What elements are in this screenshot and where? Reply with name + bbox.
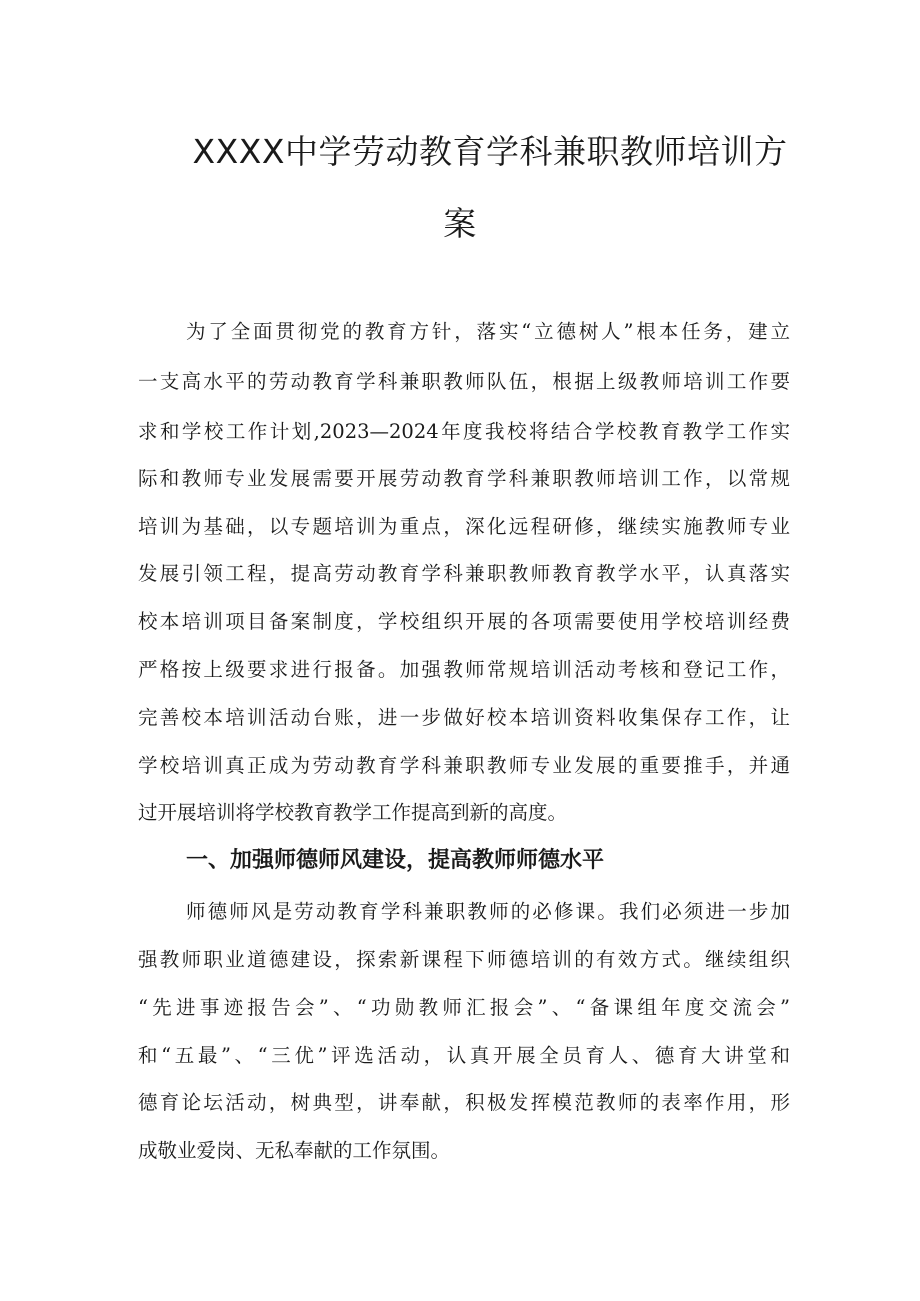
paragraph-line: “先进事迹报告会”、“功勋教师汇报会”、“备课组年度交流会” xyxy=(138,996,790,1019)
paragraph-line: 为了全面贯彻党的教育方针，落实“立德树人”根本任务，建立 xyxy=(186,320,790,343)
paragraph-line: 师德师风是劳动教育学科兼职教师的必修课。我们必须进一步加 xyxy=(186,900,790,923)
paragraph-line: 和“五最”、“三优”评选活动，认真开展全员育人、德育大讲堂和 xyxy=(138,1044,790,1067)
paragraph-line: 一支高水平的劳动教育学科兼职教师队伍，根据上级教师培训工作要 xyxy=(138,370,790,393)
paragraph-line: 完善校本培训活动台账，进一步做好校本培训资料收集保存工作，让 xyxy=(138,706,790,729)
paragraph-line: 成敬业爱岗、无私奉献的工作氛围。 xyxy=(138,1139,451,1162)
document-title-line-1: XXXX中学劳动教育学科兼职教师培训方 xyxy=(192,132,788,171)
paragraph-line: 校本培训项目备案制度，学校组织开展的各项需要使用学校培训经费 xyxy=(138,610,790,633)
paragraph-line: 际和教师专业发展需要开展劳动教育学科兼职教师培训工作，以常规 xyxy=(138,467,790,490)
paragraph-line: 求和学校工作计划,2023—2024年度我校将结合学校教育教学工作实 xyxy=(138,420,790,443)
document-title-line-2: 案 xyxy=(443,204,477,243)
paragraph-line: 过开展培训将学校教育教学工作提高到新的高度。 xyxy=(138,801,568,824)
paragraph-line: 培训为基础，以专题培训为重点，深化远程研修，继续实施教师专业 xyxy=(138,515,790,538)
paragraph-line: 德育论坛活动，树典型，讲奉献，积极发挥模范教师的表率作用，形 xyxy=(138,1091,790,1114)
paragraph-line: 强教师职业道德建设，探索新课程下师德培训的有效方式。继续组织 xyxy=(138,948,790,971)
paragraph-line: 发展引领工程，提高劳动教育学科兼职教师教育教学水平，认真落实 xyxy=(138,562,790,585)
section-heading: 一、加强师德师风建设，提高教师师德水平 xyxy=(186,848,605,873)
paragraph-line: 学校培训真正成为劳动教育学科兼职教师专业发展的重要推手，并通 xyxy=(138,754,790,777)
paragraph-line: 严格按上级要求进行报备。加强教师常规培训活动考核和登记工作， xyxy=(138,658,790,681)
